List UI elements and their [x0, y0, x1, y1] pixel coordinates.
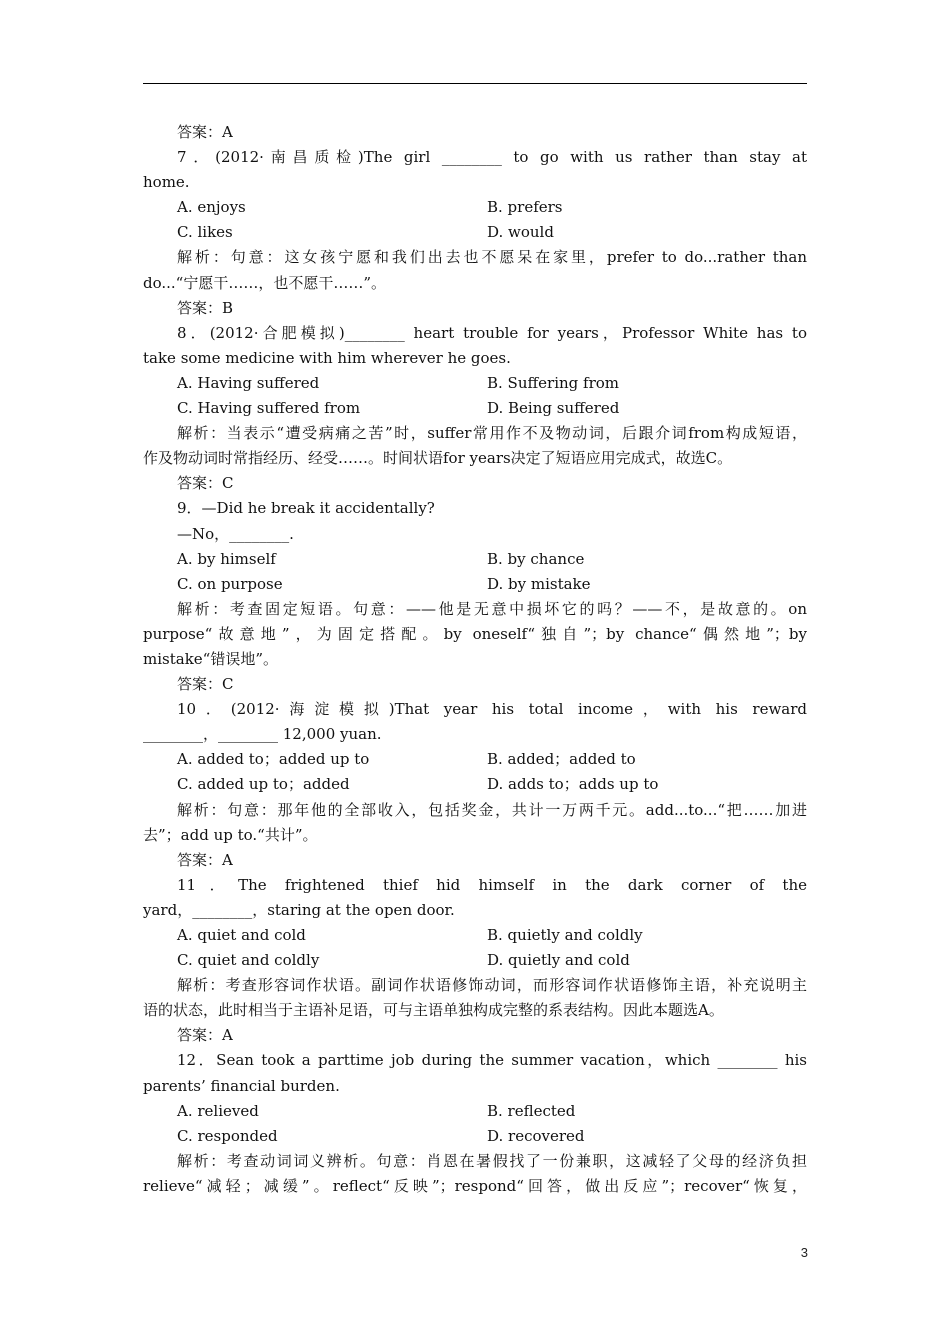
option-right: B. reflected — [487, 1101, 576, 1120]
option-left: C. quiet and coldly — [177, 951, 320, 970]
option-row — [143, 747, 807, 772]
text-line: 11．The frightened thief hid himself in the dark corner of the — [177, 875, 807, 894]
option-right: D. Being suffered — [487, 399, 620, 418]
option-left: A. relieved — [177, 1101, 259, 1120]
option-right: D. would — [487, 223, 554, 242]
option-row — [143, 923, 807, 948]
text-line: relieve“减轻；减缓”。reflect“反映”；respond“回答，做出反应”；recover“恢复， — [143, 1176, 807, 1195]
option-right: D. quietly and cold — [487, 951, 630, 970]
text-line: mistake“错误地”。 — [143, 649, 278, 668]
header-rule — [143, 83, 807, 84]
option-row — [143, 1099, 807, 1124]
option-row — [143, 572, 807, 597]
text-line: purpose“故意地”，为固定搭配。by oneself“独自”；by chance“偶然地”；by — [143, 624, 807, 643]
text-line: home. — [143, 173, 190, 192]
option-row — [143, 195, 807, 220]
text-line: 7．(2012·南昌质检)The girl ________ to go with us rather than stay at — [177, 148, 807, 167]
option-left: C. on purpose — [177, 574, 283, 593]
text-line: 答案：C — [177, 474, 234, 493]
text-line: —No，________. — [177, 524, 294, 543]
text-line: 答案：A — [177, 123, 233, 141]
option-right: B. Suffering from — [487, 373, 620, 392]
page-number: 3 — [800, 1245, 808, 1260]
option-left: C. added up to；added — [177, 775, 350, 794]
option-left: A. by himself — [177, 549, 276, 568]
text-line: 8．(2012·合肥模拟)________ heart trouble for years，Professor White has to — [177, 323, 807, 342]
text-line: 答案：A — [177, 850, 233, 869]
option-right: B. prefers — [487, 198, 563, 217]
option-left: C. Having suffered from — [177, 399, 361, 418]
text-line: 答案：B — [177, 298, 234, 317]
option-right: D. by mistake — [487, 574, 591, 593]
option-left: A. Having suffered — [177, 373, 320, 392]
option-row — [143, 220, 807, 245]
option-left: C. likes — [177, 223, 233, 242]
text-line: 作及物动词时常指经历、经受……。时间状语for years决定了短语应用完成式，故选C。 — [143, 449, 733, 468]
text-line: 解析：句意：那年他的全部收入，包括奖金，共计一万两千元。add...to...“把……加进 — [177, 800, 807, 819]
option-right: B. quietly and coldly — [487, 926, 643, 944]
text-line: 解析：考查动词词义辨析。句意：肖恩在暑假找了一份兼职，这减轻了父母的经济负担 — [177, 1151, 807, 1170]
option-row — [143, 547, 807, 572]
text-line: 解析：句意：这女孩宁愿和我们出去也不愿呆在家里，prefer to do...rather than — [177, 248, 807, 267]
text-line: yard，________，staring at the open door. — [143, 900, 455, 919]
option-left: A. added to；added up to — [177, 750, 370, 769]
text-line: 答案：C — [177, 675, 234, 694]
text-line: 答案：A — [177, 1026, 233, 1045]
option-left: A. quiet and cold — [177, 926, 306, 944]
document-body — [143, 120, 807, 1199]
option-right: D. adds to；adds up to — [487, 775, 659, 794]
text-line: 解析：当表示“遭受病痛之苦”时，suffer常用作不及物动词，后跟介词from构成短语， — [177, 424, 807, 443]
option-left: C. responded — [177, 1126, 278, 1145]
option-row — [143, 396, 807, 421]
option-right: D. recovered — [487, 1126, 585, 1145]
text-line: 9．—Did he break it accidentally? — [177, 499, 435, 518]
text-line: 解析：考查形容词作状语。副词作状语修饰动词，而形容词作状语修饰主语，补充说明主 — [177, 976, 807, 995]
text-line: ________，________ 12,000 yuan. — [143, 725, 382, 744]
option-right: B. added；added to — [487, 750, 636, 769]
option-row — [143, 1124, 807, 1149]
text-line: 去”；add up to.“共计”。 — [143, 825, 318, 844]
option-row — [143, 948, 807, 973]
text-line: 解析：考查固定短语。句意：——他是无意中损坏它的吗？——不，是故意的。on — [177, 599, 807, 618]
text-line: parents’ financial burden. — [143, 1076, 340, 1095]
option-row — [143, 371, 807, 396]
text-line: take some medicine with him wherever he goes. — [143, 348, 511, 367]
text-line: 10．(2012·海淀模拟)That year his total income，with his reward — [177, 700, 807, 719]
text-line: 语的状态，此时相当于主语补足语，可与主语单独构成完整的系表结构。因此本题选A。 — [143, 1001, 724, 1020]
text-line: 12．Sean took a parttime job during the summer vacation，which ________ his — [177, 1051, 807, 1070]
option-right: B. by chance — [487, 549, 585, 568]
option-left: A. enjoys — [177, 198, 246, 217]
text-line: do...“宁愿干……，也不愿干……”。 — [143, 273, 387, 292]
option-row — [143, 772, 807, 797]
